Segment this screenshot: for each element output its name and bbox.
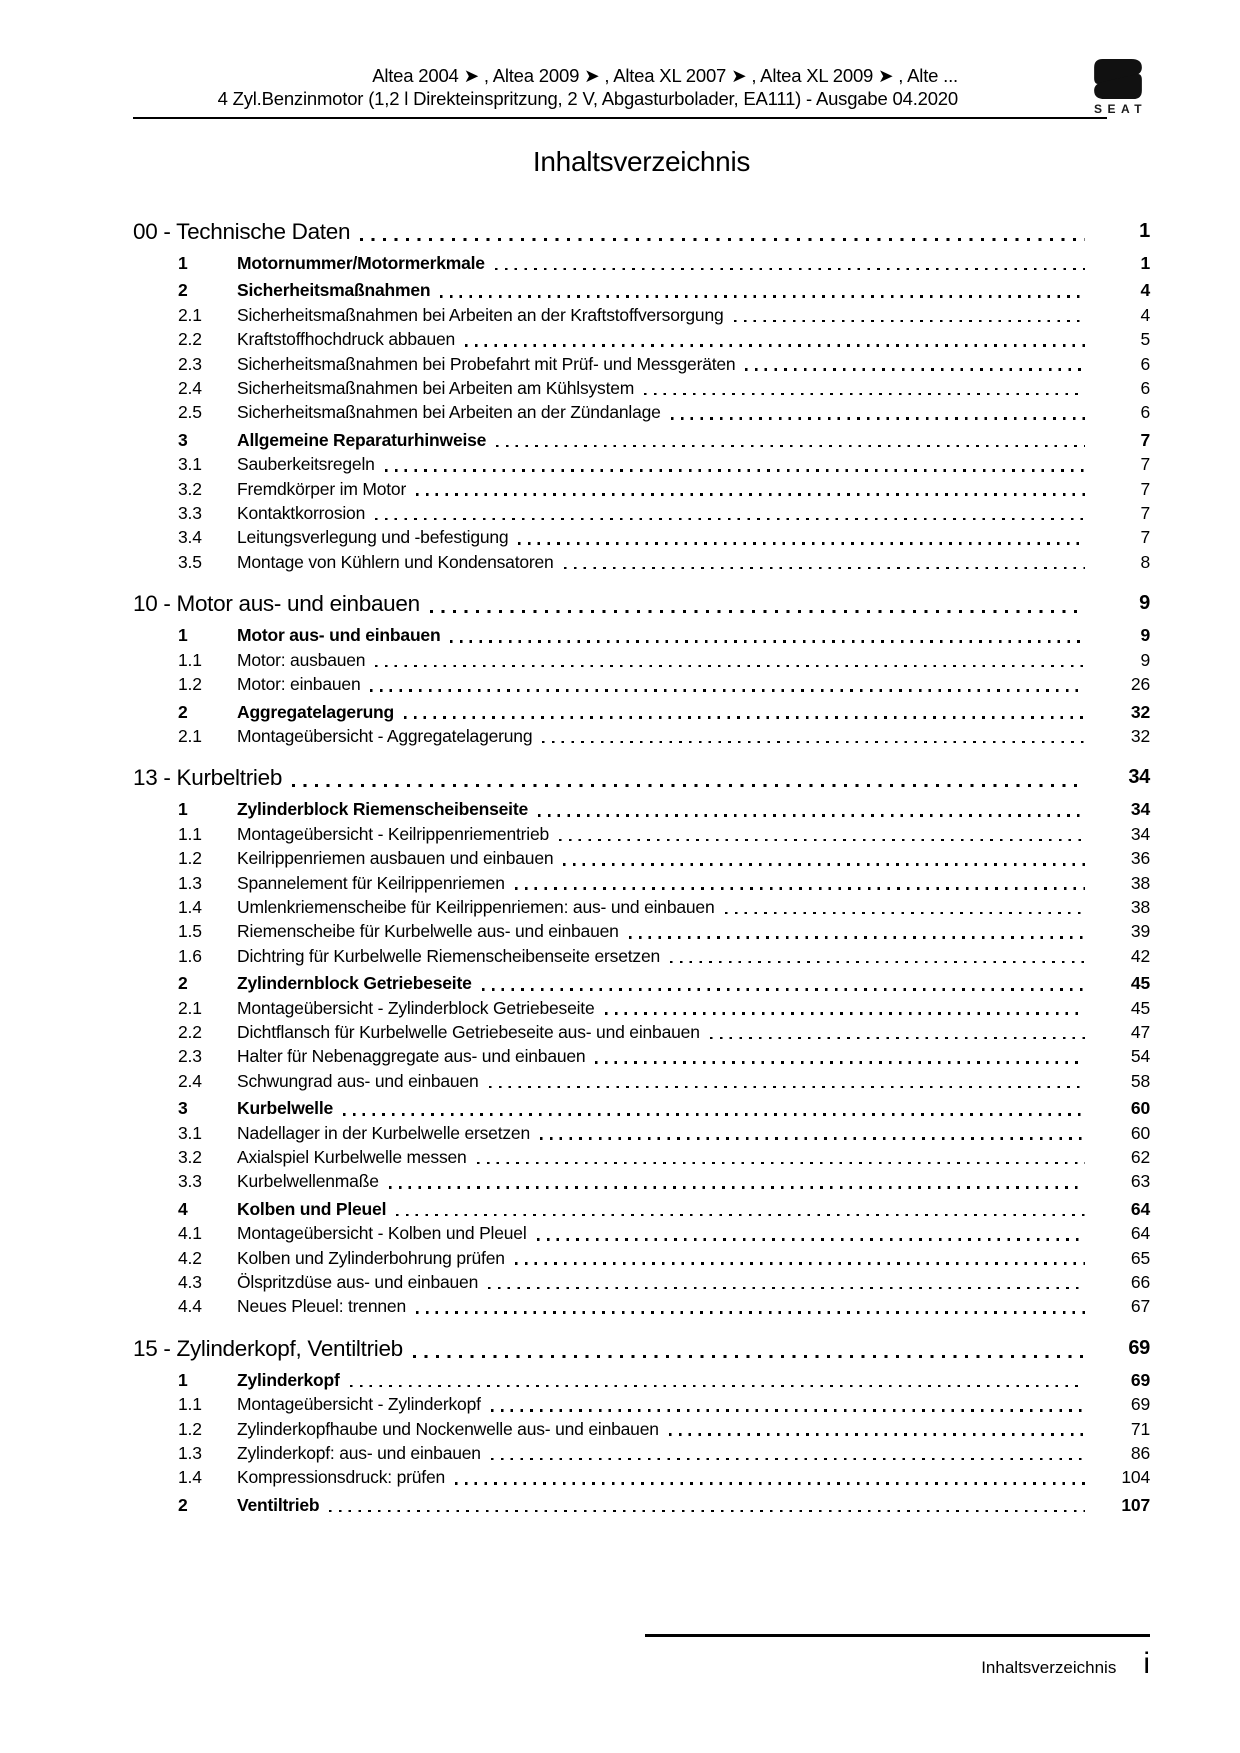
- entry-title: Montageübersicht - Zylinderblock Getriebeseite: [237, 997, 595, 1018]
- toc-entry-row: [133, 1221, 1150, 1245]
- entry-number: 1.2: [178, 674, 202, 695]
- dot-leader: [343, 1113, 1085, 1116]
- dot-leader: [515, 1262, 1085, 1265]
- dot-leader: [542, 741, 1085, 744]
- toc-entry-row: [133, 1246, 1150, 1270]
- entry-page-number: 63: [1130, 1171, 1150, 1192]
- entry-page-number: 34: [1130, 799, 1150, 820]
- entry-number: 3.2: [178, 478, 202, 499]
- toc-entry-row: [133, 428, 1150, 452]
- dot-leader: [491, 1409, 1085, 1412]
- dot-leader: [537, 1238, 1085, 1241]
- toc-entry-row: [133, 1169, 1150, 1193]
- toc-entry-row: [133, 1096, 1150, 1120]
- entry-page-number: 6: [1140, 378, 1150, 399]
- page-header: [133, 64, 1150, 119]
- entry-page-number: 64: [1130, 1223, 1150, 1244]
- entry-number: 2: [178, 280, 188, 301]
- entry-number: 1.2: [178, 848, 202, 869]
- entry-page-number: 62: [1130, 1147, 1150, 1167]
- toc-entry-row: [133, 1020, 1150, 1044]
- dot-leader: [496, 445, 1085, 448]
- entry-title: Halter für Nebenaggregate aus- und einbauen: [237, 1046, 586, 1067]
- dot-leader: [710, 1037, 1085, 1040]
- dot-leader: [389, 1186, 1085, 1189]
- dot-leader: [725, 912, 1086, 915]
- toc-list: [133, 215, 1150, 1517]
- entry-page-number: 26: [1130, 674, 1150, 695]
- entry-title: Kurbelwellenmaße: [237, 1171, 379, 1192]
- entry-number: 3.3: [178, 1171, 202, 1192]
- toc-entry-row: [133, 550, 1150, 574]
- entry-page-number: 9: [1140, 649, 1150, 670]
- entry-title: Aggregatelagerung: [237, 701, 395, 722]
- entry-number: 2: [178, 1494, 188, 1515]
- dot-leader: [413, 1355, 1085, 1358]
- dot-leader: [385, 469, 1085, 472]
- toc-entry-row: [133, 1441, 1150, 1465]
- entry-number: 1.1: [178, 649, 202, 670]
- dot-leader: [396, 1214, 1085, 1217]
- toc-entry-row: [133, 971, 1150, 995]
- entry-title: Dichtflansch für Kurbelwelle Getriebeseite aus- und einbauen: [237, 1021, 700, 1042]
- entry-title: Sauberkeitsregeln: [237, 454, 375, 475]
- dot-leader: [482, 988, 1085, 991]
- chapter-page-number: 69: [1128, 1336, 1150, 1359]
- entry-page-number: 39: [1130, 921, 1150, 942]
- entry-title: Neues Pleuel: trennen: [237, 1296, 406, 1317]
- entry-title: Sicherheitsmaßnahmen bei Arbeiten an der Kraftstoffversorgung: [237, 304, 724, 325]
- toc-entry-row: [133, 944, 1150, 968]
- entry-page-number: 7: [1140, 527, 1150, 548]
- toc-entry-row: [133, 724, 1150, 748]
- toc-entry-row: [133, 352, 1150, 376]
- entry-number: 1.1: [178, 823, 202, 844]
- entry-number: 1.3: [178, 872, 202, 893]
- entry-page-number: 7: [1140, 503, 1150, 524]
- entry-title: Kolben und Zylinderbohrung prüfen: [237, 1247, 505, 1268]
- toc-entry-row: [133, 1368, 1150, 1392]
- entry-title: Kontaktkorrosion: [237, 503, 366, 524]
- dot-leader: [450, 640, 1085, 643]
- entry-number: 3.1: [178, 1122, 202, 1143]
- page-footer: [645, 1634, 1150, 1679]
- entry-page-number: 36: [1130, 848, 1150, 869]
- toc-entry-row: [133, 700, 1150, 724]
- toc-entry-row: [133, 1069, 1150, 1093]
- toc-entry-row: [133, 477, 1150, 501]
- dot-leader: [488, 1287, 1085, 1290]
- dot-leader: [629, 936, 1085, 939]
- entry-page-number: 7: [1140, 454, 1150, 475]
- entry-title: Ölspritzdüse aus- und einbauen: [237, 1272, 479, 1293]
- chapter-title: 13 - Kurbeltrieb: [133, 765, 283, 791]
- chapter-title: 10 - Motor aus- und einbauen: [133, 591, 420, 617]
- entry-number: 1: [178, 799, 188, 820]
- entry-number: 3.3: [178, 503, 202, 524]
- dot-leader: [375, 665, 1085, 668]
- entry-title: Motor: einbauen: [237, 674, 361, 695]
- entry-number: 3.4: [178, 527, 202, 548]
- entry-title: Umlenkriemenscheibe für Keilrippenriemen: aus- und einbauen: [237, 896, 715, 917]
- dot-leader: [559, 839, 1085, 842]
- entry-page-number: 32: [1130, 701, 1150, 722]
- dot-leader: [455, 1482, 1085, 1485]
- entry-page-number: 71: [1130, 1418, 1150, 1439]
- entry-title: Sicherheitsmaßnahmen bei Probefahrt mit Prüf- und Messgeräten: [237, 353, 736, 374]
- entry-number: 1.3: [178, 1443, 202, 1464]
- entry-number: 2.4: [178, 1070, 202, 1091]
- dot-leader: [329, 1510, 1085, 1513]
- entry-number: 1: [178, 625, 188, 646]
- entry-number: 2.2: [178, 1021, 202, 1042]
- entry-number: 2.1: [178, 725, 202, 746]
- entry-number: 4.2: [178, 1247, 202, 1268]
- entry-page-number: 9: [1140, 625, 1150, 646]
- entry-page-number: 67: [1130, 1296, 1150, 1317]
- entry-title: Dichtring für Kurbelwelle Riemenscheibenseite ersetzen: [237, 945, 661, 966]
- entry-title: Fremdkörper im Motor: [237, 478, 407, 499]
- entry-page-number: 4: [1140, 304, 1150, 325]
- entry-number: 1.2: [178, 1418, 202, 1439]
- entry-title: Zylinderkopfhaube und Nockenwelle aus- und einbauen: [237, 1418, 659, 1439]
- entry-number: 4: [178, 1198, 188, 1219]
- entry-number: 3: [178, 429, 188, 450]
- dot-leader: [491, 1458, 1085, 1461]
- dot-leader: [540, 1137, 1085, 1140]
- entry-page-number: 32: [1130, 725, 1150, 746]
- entry-number: 1.1: [178, 1394, 202, 1415]
- toc-entry-row: [133, 1465, 1150, 1489]
- header-rule: [133, 117, 1107, 119]
- entry-number: 3: [178, 1098, 188, 1119]
- toc-entry-row: [133, 278, 1150, 302]
- dot-leader: [477, 1162, 1085, 1165]
- entry-page-number: 69: [1130, 1394, 1150, 1415]
- entry-number: 1.4: [178, 1467, 202, 1488]
- footer-line: [645, 1637, 1150, 1679]
- entry-page-number: 38: [1130, 896, 1150, 917]
- entry-number: 4.4: [178, 1296, 202, 1317]
- entry-title: Kolben und Pleuel: [237, 1198, 387, 1219]
- dot-leader: [465, 344, 1085, 347]
- toc-entry-row: [133, 1121, 1150, 1145]
- dot-leader: [440, 295, 1085, 298]
- entry-title: Zylinderkopf: [237, 1369, 340, 1390]
- chapter-title: 15 - Zylinderkopf, Ventiltrieb: [133, 1335, 403, 1361]
- entry-page-number: 65: [1130, 1247, 1150, 1268]
- entry-page-number: 4: [1140, 280, 1150, 301]
- entry-page-number: 5: [1140, 329, 1150, 350]
- footer-page-number: i: [1143, 1647, 1150, 1680]
- toc-chapter-row: [133, 1332, 1150, 1365]
- entry-page-number: 104: [1121, 1467, 1150, 1488]
- dot-leader: [644, 393, 1085, 396]
- toc-entry-row: [133, 672, 1150, 696]
- dot-leader: [495, 268, 1085, 271]
- dot-leader: [671, 417, 1085, 420]
- entry-number: 4.3: [178, 1272, 202, 1293]
- entry-page-number: 7: [1140, 429, 1150, 450]
- toc-entry-row: [133, 1294, 1150, 1318]
- entry-number: 2: [178, 973, 188, 994]
- entry-number: 1: [178, 1369, 188, 1390]
- dot-leader: [745, 368, 1085, 371]
- entry-title: Zylinderkopf: aus- und einbauen: [237, 1443, 481, 1464]
- entry-title: Montageübersicht - Aggregatelagerung: [237, 725, 533, 746]
- entry-page-number: 60: [1130, 1122, 1150, 1143]
- entry-title: Motor aus- und einbauen: [237, 625, 441, 646]
- dot-leader: [595, 1061, 1085, 1064]
- entry-page-number: 86: [1130, 1443, 1150, 1464]
- toc-entry-row: [133, 1145, 1150, 1169]
- seat-s-icon: [1092, 58, 1144, 100]
- page-title: Inhaltsverzeichnis: [532, 146, 751, 177]
- chapter-page-number: 34: [1128, 766, 1150, 789]
- toc-chapter-row: [133, 761, 1150, 794]
- entry-title: Allgemeine Reparaturhinweise: [237, 429, 487, 450]
- entry-page-number: 6: [1140, 353, 1150, 374]
- entry-page-number: 54: [1130, 1046, 1150, 1067]
- dot-leader: [375, 518, 1085, 521]
- entry-number: 1.5: [178, 921, 202, 942]
- entry-title: Montage von Kühlern und Kondensatoren: [237, 551, 554, 572]
- header-line1: Altea 2004 ➤ , Altea 2009 ➤ , Altea XL 2007 ➤ , Altea XL 2009 ➤ , Alte ...: [372, 65, 958, 86]
- entry-title: Axialspiel Kurbelwelle messen: [237, 1147, 467, 1167]
- entry-page-number: 34: [1130, 823, 1150, 844]
- entry-page-number: 47: [1130, 1021, 1150, 1042]
- entry-title: Motornummer/Motormerkmale: [237, 253, 485, 273]
- toc-entry-row: [133, 452, 1150, 476]
- toc-entry-row: [133, 501, 1150, 525]
- entry-page-number: 38: [1130, 872, 1150, 893]
- entry-title: Kompressionsdruck: prüfen: [237, 1467, 446, 1488]
- entry-page-number: 6: [1140, 402, 1150, 423]
- entry-title: Sicherheitsmaßnahmen bei Arbeiten am Kühlsystem: [237, 378, 635, 399]
- entry-page-number: 1: [1140, 253, 1150, 273]
- dot-leader: [360, 238, 1085, 241]
- dot-leader: [430, 610, 1085, 613]
- dot-leader: [563, 863, 1085, 866]
- toc-entry-row: [133, 996, 1150, 1020]
- entry-title: Spannelement für Keilrippenriemen: [237, 872, 505, 893]
- toc-chapter-row: [133, 215, 1150, 248]
- entry-number: 1.4: [178, 896, 202, 917]
- entry-number: 2.3: [178, 353, 202, 374]
- entry-page-number: 60: [1130, 1098, 1150, 1119]
- toc-chapter-row: [133, 587, 1150, 620]
- toc-entry-row: [133, 376, 1150, 400]
- dot-leader: [370, 689, 1085, 692]
- entry-number: 2: [178, 701, 188, 722]
- entry-title: Sicherheitsmaßnahmen bei Arbeiten an der Zündanlage: [237, 402, 661, 423]
- entry-number: 2.1: [178, 304, 202, 325]
- entry-number: 3.5: [178, 551, 202, 572]
- toc-entry-row: [133, 327, 1150, 351]
- dot-leader: [669, 1433, 1085, 1436]
- chapter-page-number: 1: [1139, 220, 1150, 242]
- dot-leader: [292, 784, 1085, 787]
- toc-entry-row: [133, 895, 1150, 919]
- entry-page-number: 107: [1121, 1494, 1150, 1515]
- toc-entry-row: [133, 1270, 1150, 1294]
- toc-entry-row: [133, 919, 1150, 943]
- toc-entry-row: [133, 797, 1150, 821]
- dot-leader: [605, 1012, 1085, 1015]
- entry-title: Schwungrad aus- und einbauen: [237, 1070, 479, 1091]
- entry-title: Keilrippenriemen ausbauen und einbauen: [237, 848, 554, 869]
- chapter-title: 00 - Technische Daten: [133, 219, 351, 244]
- toc-entry-row: [133, 400, 1150, 424]
- dot-leader: [416, 493, 1085, 496]
- dot-leader: [538, 814, 1085, 817]
- entry-number: 3.2: [178, 1147, 202, 1167]
- entry-title: Zylinderblock Riemenscheibenseite: [237, 799, 529, 820]
- entry-page-number: 45: [1130, 973, 1150, 994]
- entry-title: Riemenscheibe für Kurbelwelle aus- und einbauen: [237, 921, 619, 942]
- toc-entry-row: [133, 822, 1150, 846]
- toc-entry-row: [133, 303, 1150, 327]
- entry-page-number: 7: [1140, 478, 1150, 499]
- entry-page-number: 64: [1130, 1198, 1150, 1219]
- dot-leader: [416, 1311, 1085, 1314]
- entry-number: 2.5: [178, 402, 202, 423]
- entry-number: 1.6: [178, 945, 202, 966]
- entry-number: 2.2: [178, 329, 202, 350]
- header-model-line: [133, 64, 1150, 110]
- header-line2: 4 Zyl.Benzinmotor (1,2 l Direkteinspritzung, 2 V, Abgasturbolader, EA111) - Ausgabe 04.2020: [217, 88, 958, 109]
- dot-leader: [350, 1385, 1085, 1388]
- toc-entry-row: [133, 1493, 1150, 1517]
- entry-title: Montageübersicht - Keilrippenriementrieb: [237, 823, 550, 844]
- dot-leader: [518, 542, 1085, 545]
- toc-entry-row: [133, 1044, 1150, 1068]
- entry-page-number: 45: [1130, 997, 1150, 1018]
- entry-title: Montageübersicht - Zylinderkopf: [237, 1394, 481, 1415]
- entry-page-number: 66: [1130, 1272, 1150, 1293]
- toc-entry-row: [133, 525, 1150, 549]
- entry-title: Leitungsverlegung und -befestigung: [237, 527, 509, 548]
- entry-title: Kurbelwelle: [237, 1098, 334, 1119]
- entry-number: 2.4: [178, 378, 202, 399]
- entry-title: Montageübersicht - Kolben und Pleuel: [237, 1223, 527, 1244]
- entry-page-number: 69: [1130, 1369, 1150, 1390]
- toc-entry-row: [133, 251, 1150, 275]
- dot-leader: [515, 887, 1085, 890]
- entry-title: Motor: ausbauen: [237, 649, 366, 670]
- seat-logo: [1088, 58, 1148, 116]
- toc-entry-row: [133, 871, 1150, 895]
- entry-title: Nadellager in der Kurbelwelle ersetzen: [237, 1122, 530, 1143]
- dot-leader: [734, 320, 1085, 323]
- toc-entry-row: [133, 1417, 1150, 1441]
- toc-entry-row: [133, 648, 1150, 672]
- entry-page-number: 8: [1140, 551, 1150, 572]
- footer-label: Inhaltsverzeichnis: [981, 1658, 1117, 1677]
- toc-entry-row: [133, 1197, 1150, 1221]
- entry-title: Kraftstoffhochdruck abbauen: [237, 329, 456, 350]
- entry-number: 4.1: [178, 1223, 202, 1244]
- entry-number: 2.3: [178, 1046, 202, 1067]
- entry-number: 3.1: [178, 454, 202, 475]
- toc-entry-row: [133, 1392, 1150, 1416]
- entry-title: Ventiltrieb: [237, 1494, 320, 1515]
- chapter-page-number: 9: [1139, 592, 1150, 615]
- entry-number: 1: [178, 253, 188, 273]
- entry-page-number: 42: [1130, 945, 1150, 966]
- dot-leader: [489, 1086, 1085, 1089]
- toc-entry-row: [133, 623, 1150, 647]
- entry-number: 2.1: [178, 997, 202, 1018]
- dot-leader: [564, 567, 1085, 570]
- seat-wordmark: SEAT: [1093, 102, 1148, 116]
- entry-title: Sicherheitsmaßnahmen: [237, 280, 431, 301]
- entry-title: Zylindernblock Getriebeseite: [237, 973, 472, 994]
- dot-leader: [670, 961, 1085, 964]
- dot-leader: [404, 716, 1085, 719]
- entry-page-number: 58: [1130, 1070, 1150, 1091]
- toc-entry-row: [133, 846, 1150, 870]
